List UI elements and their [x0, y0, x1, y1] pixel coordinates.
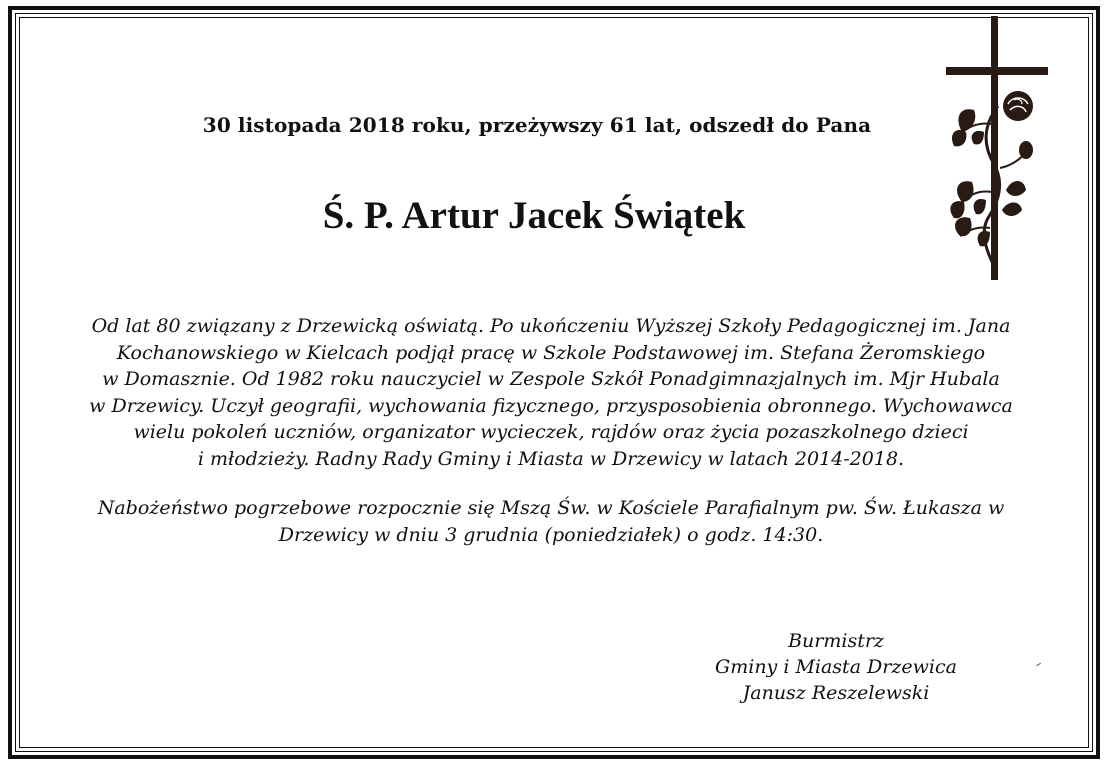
signature-person: Janusz Reszelewski: [742, 682, 930, 704]
service-line: Nabożeństwo pogrzebowe rozpocznie się Mszą Św. w Kościele Parafialnym pw. Św. Łukasza w: [97, 497, 1005, 519]
signature-title: Burmistrz: [788, 630, 884, 652]
bio-line: wielu pokoleń uczniów, organizator wycieczek, rajdów oraz życia pozaszkolnego dzieci: [133, 421, 969, 443]
service-line: Drzewicy w dniu 3 grudnia (poniedziałek) o godz. 14:30.: [278, 523, 824, 546]
bio-line: i młodzieży. Radny Rady Gminy i Miasta w Drzewicy w latach 2014-2018.: [197, 447, 905, 470]
death-notice-headline: 30 listopada 2018 roku, przeżywszy 61 lat, odszedł do Pana: [202, 113, 872, 137]
signature-office: Gminy i Miasta Drzewica: [715, 656, 957, 678]
bio-line: Kochanowskiego w Kielcach podjął pracę w Szkole Podstawowej im. Stefana Żeromskiego: [116, 341, 986, 364]
funeral-service-info: [40, 495, 1062, 548]
bio-line: w Drzewicy. Uczył geografii, wychowania fizycznego, przysposobienia obronnego. Wychowawca: [89, 394, 1013, 417]
biography: [40, 313, 1062, 472]
signature-block: [676, 628, 996, 706]
bio-line: w Domasznie. Od 1982 roku nauczyciel w Zespole Szkół Ponadgimnazjalnych im. Mjr Hubala: [102, 368, 1000, 390]
bio-line: Od lat 80 związany z Drzewicką oświatą. Po ukończeniu Wyższej Szkoły Pedagogicznej im. Jana: [91, 315, 1011, 337]
deceased-name: Ś. P. Artur Jacek Świątek: [322, 194, 746, 237]
cross-with-rose-icon: [940, 14, 1052, 284]
